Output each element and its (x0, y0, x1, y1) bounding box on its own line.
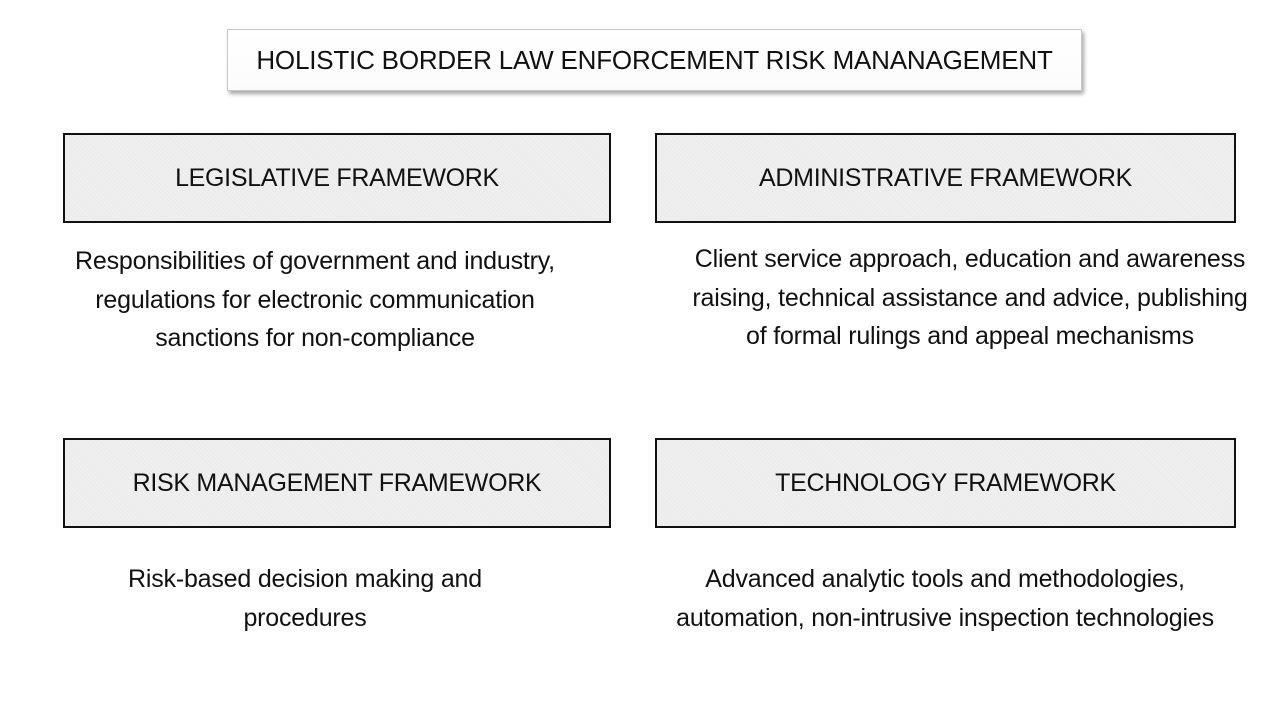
administrative-framework-box: ADMINISTRATIVE FRAMEWORK (655, 133, 1236, 223)
legislative-framework-description: Responsibilities of government and industry, regulations for electronic communication sanctions for non-compliance (75, 247, 555, 352)
risk-management-framework-description: Risk-based decision making and procedures (128, 565, 482, 632)
diagram-title: HOLISTIC BORDER LAW ENFORCEMENT RISK MANANAGEMENT (227, 29, 1082, 91)
legislative-framework-box: LEGISLATIVE FRAMEWORK (63, 133, 611, 223)
technology-framework-box: TECHNOLOGY FRAMEWORK (655, 438, 1236, 528)
risk-management-framework-box: RISK MANAGEMENT FRAMEWORK (63, 438, 611, 528)
administrative-framework-description: Client service approach, education and awareness raising, technical assistance and advice, publishing of formal rulings and appeal mechanisms (692, 245, 1248, 350)
technology-framework-description: Advanced analytic tools and methodologies, automation, non-intrusive inspection technologies (676, 565, 1214, 632)
